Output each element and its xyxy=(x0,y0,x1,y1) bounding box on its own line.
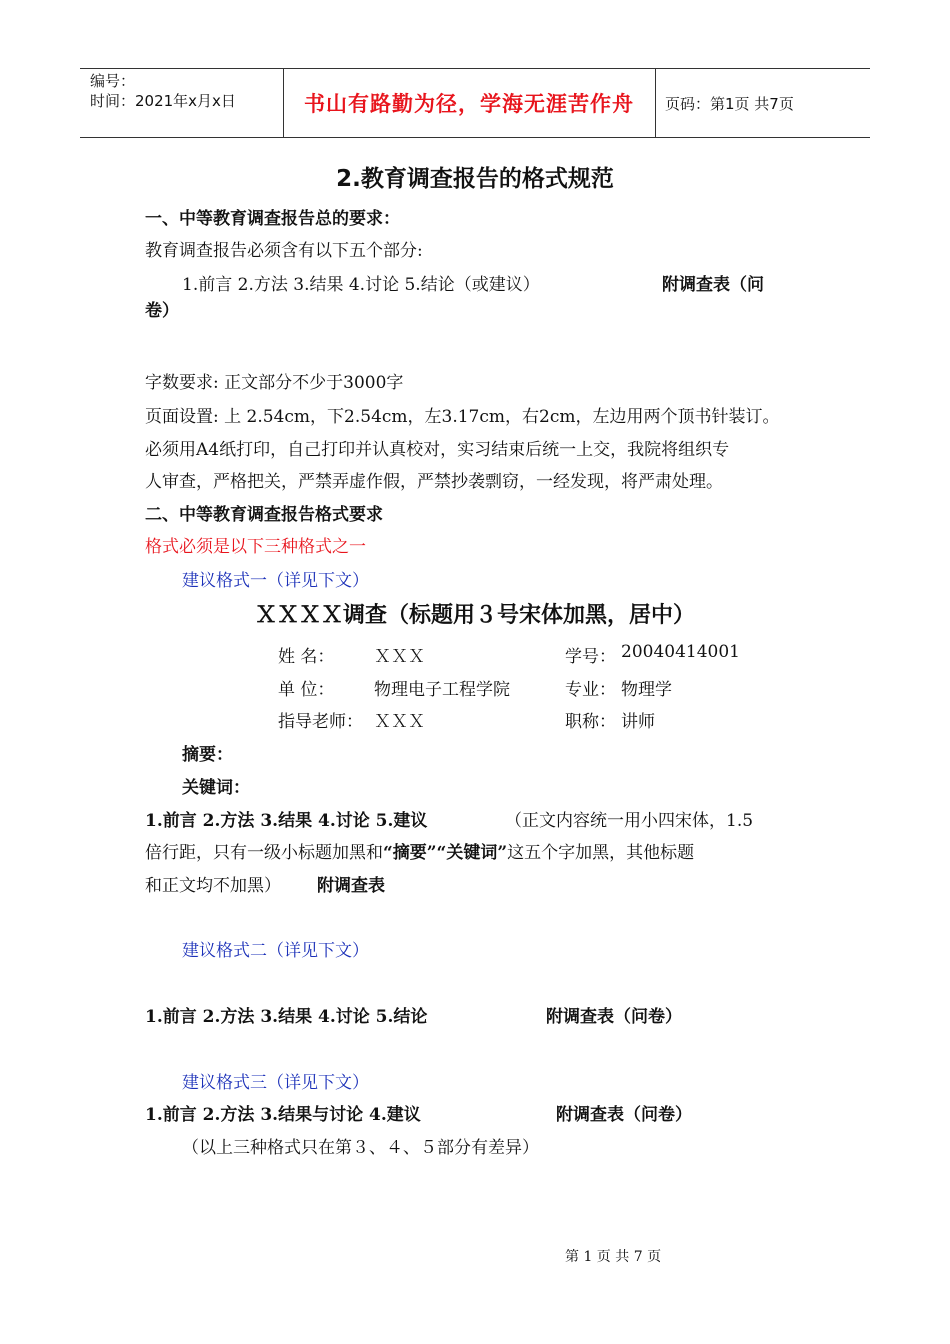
header-time: 时间：2021年x月x日 xyxy=(90,92,236,110)
document-title: 2.教育调查报告的格式规范 xyxy=(336,166,614,192)
parts-list: 1.前言 2.方法 3.结果 4.讨论 5.结论（或建议） xyxy=(182,275,540,295)
id-label: 学号： xyxy=(565,647,616,667)
header-number: 编号： xyxy=(90,72,136,90)
page-footer: 第 1 页 共 7 页 xyxy=(565,1249,662,1265)
unit-label: 单 位： xyxy=(278,680,335,700)
header-motto: 书山有路勤为径，学海无涯苦作舟 xyxy=(304,92,634,116)
format-2-appendix: 附调查表（问卷） xyxy=(546,1007,682,1027)
difference-note: （以上三种格式只在第３、４、５部分有差异） xyxy=(182,1138,539,1158)
format-note: 格式必须是以下三种格式之一 xyxy=(145,537,366,557)
parts-appendix-cont: 卷） xyxy=(145,301,179,321)
header-page: 页码：第1页 共7页 xyxy=(665,94,794,113)
print-rule-line: 人审查，严格把关，严禁弄虚作假，严禁抄袭剽窃，一经发现，将严肃处理。 xyxy=(145,472,723,492)
format-3-items: 1.前言 2.方法 3.结果与讨论 4.建议 xyxy=(145,1105,421,1125)
format-1-appendix: 附调查表 xyxy=(317,876,385,896)
page-header xyxy=(80,68,870,138)
format-2-items: 1.前言 2.方法 3.结果 4.讨论 5.结论 xyxy=(145,1007,428,1027)
format-1-title: ＸＸＸＸ调查（标题用３号宋体加黑，居中） xyxy=(254,603,695,628)
id-value: 20040414001 xyxy=(621,642,740,662)
word-requirement: 字数要求: 正文部分不少于3000字 xyxy=(145,373,404,393)
name-label: 姓 名： xyxy=(278,647,335,667)
format-1-items: 1.前言 2.方法 3.结果 4.讨论 5.建议 xyxy=(145,811,428,831)
format-3-label: 建议格式三（详见下文） xyxy=(182,1073,369,1093)
format-2-label: 建议格式二（详见下文） xyxy=(182,941,369,961)
format-1-note: 和正文均不加黑） xyxy=(145,876,281,896)
header-meta xyxy=(90,71,236,111)
format-3-appendix: 附调查表（问卷） xyxy=(556,1105,692,1125)
format-1-note xyxy=(145,838,694,863)
format-1-note: （正文内容统一用小四宋体，1.5 xyxy=(505,811,754,831)
header-divider xyxy=(655,69,656,137)
print-rule-line: 必须用A4纸打印，自己打印并认真校对，实习结束后统一上交，我院将组织专 xyxy=(145,440,730,460)
page-setup: 页面设置: 上 2.54cm，下2.54cm，左3.17cm，右2cm，左边用两个顶书针装订。 xyxy=(145,407,780,427)
section-1-heading: 一、中等教育调查报告总的要求： xyxy=(145,209,400,229)
major-value: 物理学 xyxy=(621,680,672,700)
format-1-note-bold: “摘要”“关键词” xyxy=(383,843,508,863)
format-1-note-part: 倍行距，只有一级小标题加黑和 xyxy=(145,843,383,863)
section-2-heading: 二、中等教育调查报告格式要求 xyxy=(145,505,383,525)
keywords-label: 关键词： xyxy=(182,778,250,798)
advisor-value: ＸＸＸ xyxy=(374,712,425,732)
abstract-label: 摘要： xyxy=(182,745,233,765)
rank-value: 讲师 xyxy=(621,712,655,732)
format-1-note-part: 这五个字加黑，其他标题 xyxy=(507,843,695,863)
major-label: 专业： xyxy=(565,680,616,700)
section-1-intro: 教育调查报告必须含有以下五个部分: xyxy=(145,241,423,261)
advisor-label: 指导老师： xyxy=(278,712,363,732)
format-1-label: 建议格式一（详见下文） xyxy=(182,571,369,591)
parts-appendix: 附调查表（问 xyxy=(662,275,764,295)
rank-label: 职称： xyxy=(565,712,616,732)
unit-value: 物理电子工程学院 xyxy=(374,680,510,700)
name-value: ＸＸＸ xyxy=(374,647,425,667)
